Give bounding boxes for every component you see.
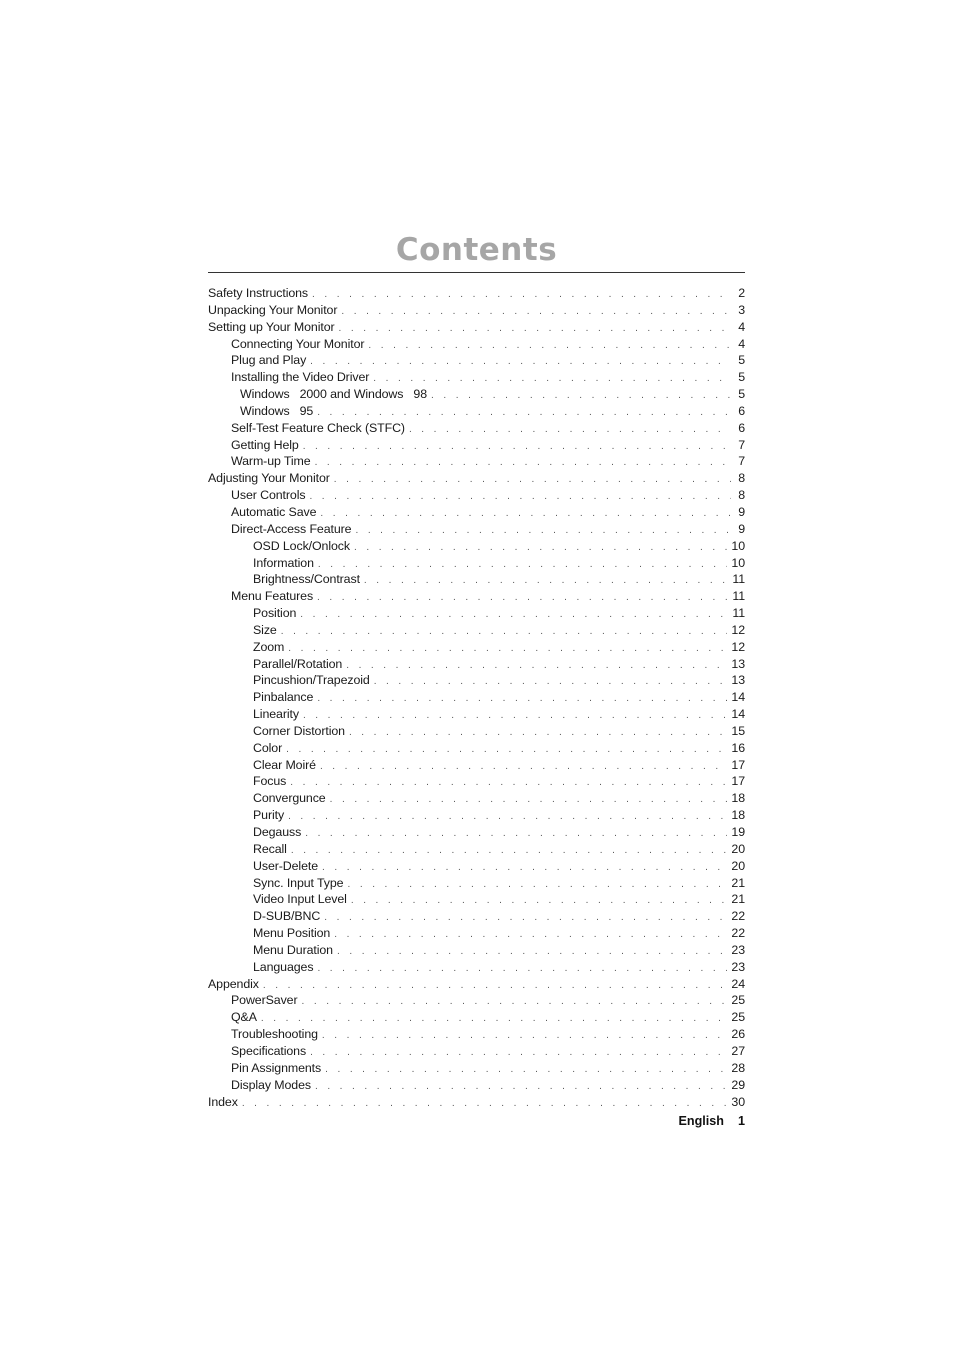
toc-entry-page: 5: [738, 387, 745, 402]
footer-language: English: [678, 1114, 724, 1128]
toc-entry[interactable]: [208, 824, 745, 841]
toc-entry[interactable]: [208, 588, 745, 605]
toc-entry-page: 6: [738, 403, 745, 418]
toc-entry-label: Convergunce: [253, 791, 326, 806]
toc-dot-leader: [347, 877, 727, 894]
toc-entry-page: 11: [732, 606, 745, 621]
toc-entry-page: 13: [731, 673, 745, 688]
toc-entry-label: Menu Position: [253, 926, 331, 941]
toc-entry[interactable]: [208, 672, 745, 689]
toc-entry[interactable]: [208, 285, 745, 302]
toc-dot-leader: [322, 1028, 728, 1045]
toc-dot-leader: [349, 725, 727, 742]
toc-entry-label: Linearity: [253, 707, 299, 722]
toc-dot-leader: [325, 1062, 727, 1079]
toc-entry-label: Self-Test Feature Check (STFC): [231, 420, 405, 435]
page-footer: [679, 1114, 746, 1128]
toc-entry[interactable]: [208, 773, 745, 790]
toc-dot-leader: [310, 1045, 727, 1062]
toc-dot-leader: [339, 321, 731, 338]
toc-entry[interactable]: [208, 1009, 745, 1026]
toc-entry-page: 7: [738, 437, 745, 452]
toc-entry-page: 20: [731, 841, 745, 856]
toc-entry-label: PowerSaver: [231, 993, 298, 1008]
toc-entry-label: Getting Help: [231, 437, 299, 452]
toc-entry[interactable]: [208, 555, 745, 572]
toc-entry-page: 17: [731, 757, 745, 772]
page-title: Contents: [395, 232, 558, 268]
toc-entry[interactable]: [208, 841, 745, 858]
toc-entry[interactable]: [208, 420, 745, 437]
toc-entry-label: Clear Moiré: [253, 757, 316, 772]
toc-entry-page: 2: [738, 286, 745, 300]
toc-entry-page: 21: [731, 875, 745, 890]
toc-entry[interactable]: [208, 908, 745, 925]
toc-entry-label: Color: [253, 740, 283, 755]
toc-dot-leader: [305, 826, 727, 843]
toc-entry[interactable]: [208, 605, 745, 622]
toc-entry-page: 5: [738, 353, 745, 368]
toc-entry[interactable]: [208, 689, 745, 706]
toc-dot-leader: [334, 472, 731, 489]
toc-entry[interactable]: [208, 976, 745, 993]
toc-entry-label: Appendix: [208, 976, 259, 991]
toc-entry[interactable]: [208, 706, 745, 723]
toc-dot-leader: [315, 455, 731, 472]
toc-entry-label: Automatic Save: [231, 504, 317, 519]
toc-dot-leader: [330, 792, 728, 809]
toc-entry[interactable]: [208, 453, 745, 470]
toc-entry-page: 23: [731, 959, 745, 974]
toc-entry-label: Display Modes: [231, 1077, 311, 1092]
toc-entry[interactable]: [208, 538, 745, 555]
toc-entry-label: Specifications: [231, 1043, 307, 1058]
toc-entry-page: 23: [731, 942, 745, 957]
toc-entry-page: 6: [738, 420, 745, 435]
toc-entry[interactable]: [208, 352, 745, 369]
toc-entry-page: 3: [738, 302, 745, 317]
toc-entry-page: 22: [731, 909, 745, 924]
toc-entry-label: Zoom: [253, 639, 285, 654]
toc-dot-leader: [374, 674, 728, 691]
toc-entry-page: 27: [731, 1043, 745, 1058]
toc-entry[interactable]: [208, 336, 745, 353]
toc-entry-page: 25: [731, 993, 745, 1008]
toc-dot-leader: [303, 708, 727, 725]
toc-dot-leader: [337, 944, 727, 961]
toc-entry-label: Connecting Your Monitor: [231, 336, 365, 351]
toc-entry[interactable]: [208, 858, 745, 875]
toc-entry[interactable]: [208, 622, 745, 639]
toc-entry[interactable]: [208, 757, 745, 774]
toc-entry-label: Windows 2000 and Windows 98: [240, 387, 427, 402]
title-divider: [208, 272, 745, 273]
toc-dot-leader: [310, 354, 731, 371]
toc-dot-leader: [288, 641, 727, 658]
toc-dot-leader: [351, 893, 728, 910]
toc-entry-label: Size: [253, 622, 277, 637]
toc-entry-label: Parallel/Rotation: [253, 656, 343, 671]
toc-entry-label: Troubleshooting: [231, 1027, 318, 1042]
toc-entry-page: 18: [731, 791, 745, 806]
toc-entry-label: Q&A: [231, 1010, 257, 1025]
toc-entry[interactable]: [208, 925, 745, 942]
toc-dot-leader: [431, 388, 731, 405]
toc-entry-label: Sync. Input Type: [253, 875, 344, 890]
toc-entry[interactable]: [208, 571, 745, 588]
toc-entry-label: Position: [253, 606, 297, 621]
toc-entry[interactable]: [208, 487, 745, 504]
toc-dot-leader: [261, 1011, 728, 1028]
toc-entry-page: 5: [738, 370, 745, 385]
toc-entry-label: User-Delete: [253, 858, 319, 873]
toc-entry-label: Installing the Video Driver: [231, 370, 370, 385]
toc-dot-leader: [242, 1096, 728, 1113]
toc-entry-page: 11: [732, 572, 745, 587]
toc-dot-leader: [320, 759, 727, 776]
toc-entry-page: 17: [731, 774, 745, 789]
toc-entry[interactable]: [208, 740, 745, 757]
toc-entry-page: 26: [731, 1027, 745, 1042]
toc-dot-leader: [309, 489, 731, 506]
toc-entry-label: D-SUB/BNC: [253, 909, 321, 924]
toc-dot-leader: [300, 607, 728, 624]
toc-entry-label: OSD Lock/Onlock: [253, 538, 350, 553]
toc-dot-leader: [303, 439, 731, 456]
toc-entry-page: 4: [738, 319, 745, 334]
toc-entry[interactable]: [208, 521, 745, 538]
table-of-contents: [208, 285, 745, 1110]
toc-entry-page: 29: [731, 1077, 745, 1092]
toc-dot-leader: [317, 590, 728, 607]
toc-entry[interactable]: [208, 1077, 745, 1094]
toc-entry-label: Recall: [253, 841, 287, 856]
toc-entry-label: Purity: [253, 808, 285, 823]
toc-entry-label: Brightness/Contrast: [253, 572, 360, 587]
toc-entry[interactable]: [208, 807, 745, 824]
toc-entry-label: Degauss: [253, 825, 302, 839]
toc-dot-leader: [364, 573, 728, 590]
toc-entry[interactable]: [208, 790, 745, 807]
toc-entry[interactable]: [208, 437, 745, 454]
toc-entry-label: Direct-Access Feature: [231, 521, 352, 536]
toc-entry-page: 30: [731, 1094, 745, 1109]
toc-entry-label: Pin Assignments: [231, 1060, 322, 1075]
toc-entry-label: Information: [253, 555, 314, 570]
toc-entry-page: 14: [731, 690, 745, 705]
toc-entry[interactable]: [208, 959, 745, 976]
toc-entry-page: 22: [731, 926, 745, 941]
toc-entry-label: Setting up Your Monitor: [208, 319, 335, 334]
toc-dot-leader: [354, 540, 727, 557]
toc-entry-label: Menu Features: [231, 589, 314, 604]
toc-dot-leader: [318, 557, 728, 574]
toc-entry-label: Pincushion/Trapezoid: [253, 673, 370, 688]
toc-entry-page: 8: [738, 488, 745, 503]
toc-entry-page: 21: [731, 892, 745, 907]
toc-entry-label: Video Input Level: [253, 892, 347, 907]
toc-entry[interactable]: [208, 403, 745, 420]
toc-entry[interactable]: [208, 992, 745, 1009]
toc-entry[interactable]: [208, 470, 745, 487]
toc-entry-page: 10: [731, 555, 745, 570]
toc-entry-label: Pinbalance: [253, 690, 314, 705]
toc-dot-leader: [286, 742, 727, 759]
toc-entry-label: Unpacking Your Monitor: [208, 302, 338, 317]
toc-entry-label: Windows 95: [240, 403, 314, 418]
toc-dot-leader: [317, 961, 727, 978]
toc-entry-page: 4: [738, 336, 745, 351]
toc-entry-label: Adjusting Your Monitor: [208, 471, 330, 486]
toc-entry[interactable]: [208, 302, 745, 319]
toc-entry-label: Warm-up Time: [231, 454, 311, 469]
toc-entry[interactable]: [208, 639, 745, 656]
toc-dot-leader: [355, 523, 731, 540]
toc-entry-label: Menu Duration: [253, 942, 333, 957]
toc-entry-page: 16: [731, 740, 745, 755]
toc-entry-page: 18: [731, 808, 745, 823]
toc-entry[interactable]: [208, 1043, 745, 1060]
toc-dot-leader: [341, 304, 731, 321]
toc-dot-leader: [290, 775, 727, 792]
toc-entry-label: Focus: [253, 774, 287, 789]
toc-entry-page: 15: [731, 723, 745, 738]
toc-entry[interactable]: [208, 504, 745, 521]
toc-entry[interactable]: [208, 1094, 745, 1111]
toc-dot-leader: [315, 1079, 727, 1096]
toc-entry[interactable]: [208, 1060, 745, 1077]
toc-dot-leader: [409, 422, 731, 439]
toc-entry-page: 7: [738, 454, 745, 469]
toc-dot-leader: [324, 910, 727, 927]
toc-dot-leader: [368, 338, 731, 355]
toc-entry-label: Languages: [253, 959, 314, 974]
toc-entry[interactable]: [208, 386, 745, 403]
toc-dot-leader: [302, 994, 728, 1011]
toc-dot-leader: [291, 843, 728, 860]
toc-dot-leader: [320, 506, 731, 523]
toc-dot-leader: [263, 978, 728, 995]
toc-entry-page: 20: [731, 858, 745, 873]
toc-entry-page: 13: [731, 656, 745, 671]
toc-entry-label: Plug and Play: [231, 353, 307, 368]
toc-entry-label: Safety Instructions: [208, 286, 309, 300]
toc-entry-page: 12: [731, 639, 745, 654]
toc-dot-leader: [281, 624, 728, 641]
toc-entry[interactable]: [208, 891, 745, 908]
toc-entry-page: 14: [731, 707, 745, 722]
toc-dot-leader: [288, 809, 727, 826]
toc-entry-label: Index: [208, 1094, 238, 1109]
toc-entry[interactable]: [208, 942, 745, 959]
toc-entry-page: 19: [731, 825, 745, 839]
toc-entry-page: 10: [731, 538, 745, 553]
toc-entry[interactable]: [208, 723, 745, 740]
toc-entry[interactable]: [208, 369, 745, 386]
toc-dot-leader: [346, 658, 727, 675]
toc-dot-leader: [317, 691, 727, 708]
footer-page-number: 1: [737, 1114, 745, 1128]
toc-dot-leader: [334, 927, 727, 944]
toc-entry-page: 9: [738, 504, 745, 519]
toc-entry-page: 28: [731, 1060, 745, 1075]
toc-entry-page: 9: [738, 521, 745, 536]
toc-entry[interactable]: [208, 656, 745, 673]
toc-entry-label: User Controls: [231, 488, 306, 503]
toc-entry-page: 24: [731, 976, 745, 991]
toc-entry[interactable]: [208, 875, 745, 892]
toc-dot-leader: [322, 860, 727, 877]
toc-entry[interactable]: [208, 1026, 745, 1043]
toc-entry-page: 8: [738, 471, 745, 486]
toc-entry-label: Corner Distortion: [253, 723, 345, 738]
toc-entry-page: 12: [731, 622, 745, 637]
toc-dot-leader: [312, 287, 731, 304]
toc-entry-page: 11: [732, 589, 745, 604]
toc-entry-page: 25: [731, 1010, 745, 1025]
toc-entry[interactable]: [208, 319, 745, 336]
